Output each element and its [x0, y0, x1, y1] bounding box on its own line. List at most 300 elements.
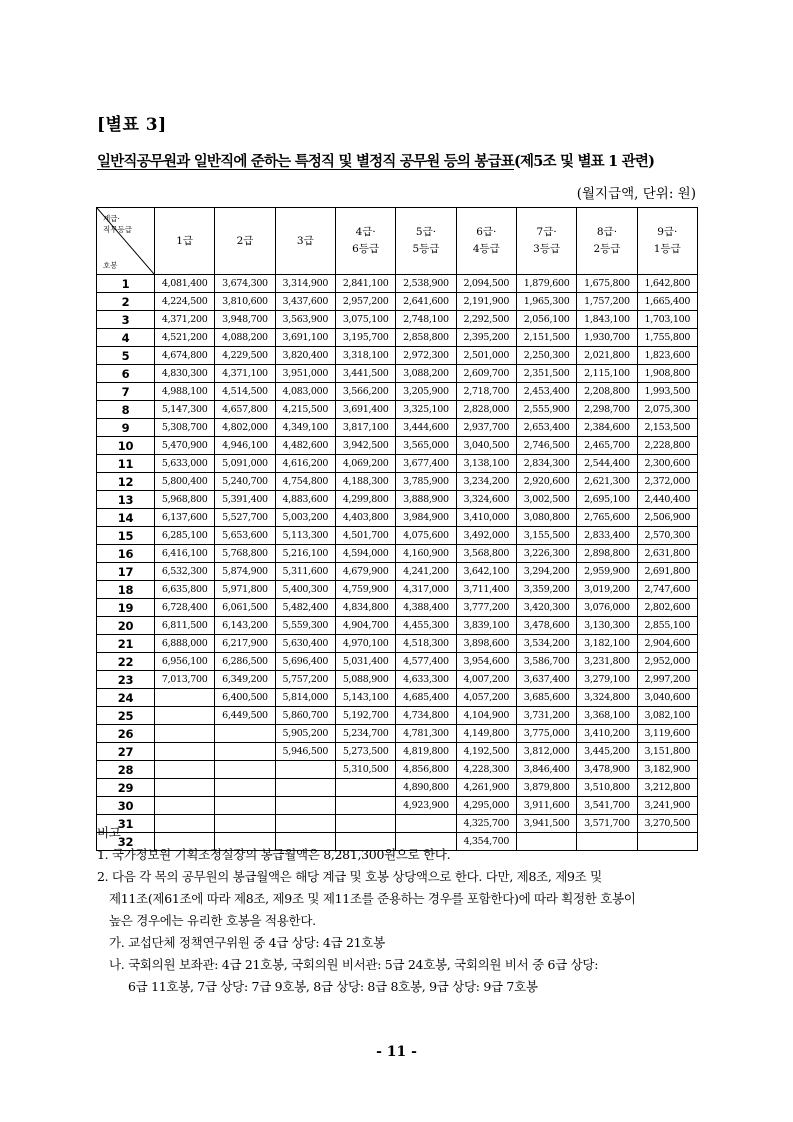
- note-item-1: 1. 국가정보원 기획조정실장의 봉급월액은 8,281,300원으로 한다.: [97, 847, 451, 862]
- salary-cell: [155, 797, 215, 815]
- salary-cell: [155, 779, 215, 797]
- salary-cell: 6,416,100: [155, 545, 215, 563]
- salary-cell: 4,188,300: [335, 473, 395, 491]
- step-cell: 4: [97, 329, 155, 347]
- salary-cell: 1,965,300: [516, 293, 576, 311]
- salary-cell: 3,410,200: [577, 725, 637, 743]
- salary-cell: 4,883,600: [275, 491, 335, 509]
- salary-cell: 2,695,100: [577, 491, 637, 509]
- step-cell: 18: [97, 581, 155, 599]
- note-item-2-line-2: 제11조(제61조에 따라 제8조, 제9조 및 제11조를 준용하는 경우를 포함한다)에 따라 획정한 호봉이: [109, 891, 636, 906]
- salary-cell: 3,155,500: [516, 527, 576, 545]
- salary-cell: 5,234,700: [335, 725, 395, 743]
- salary-cell: 4,501,700: [335, 527, 395, 545]
- salary-cell: [335, 779, 395, 797]
- salary-cell: 3,076,000: [577, 599, 637, 617]
- salary-cell: 2,747,600: [637, 581, 697, 599]
- table-row: [97, 527, 698, 545]
- grade-header: 8급· 2등급: [577, 208, 637, 275]
- salary-cell: 3,637,400: [516, 671, 576, 689]
- salary-cell: 5,470,900: [155, 437, 215, 455]
- step-cell: 11: [97, 455, 155, 473]
- salary-cell: 4,229,500: [215, 347, 275, 365]
- salary-cell: 6,061,500: [215, 599, 275, 617]
- salary-cell: 5,874,900: [215, 563, 275, 581]
- table-row: [97, 761, 698, 779]
- salary-cell: 2,855,100: [637, 617, 697, 635]
- salary-cell: 4,970,100: [335, 635, 395, 653]
- salary-cell: [155, 725, 215, 743]
- salary-cell: 2,395,200: [456, 329, 516, 347]
- salary-cell: 3,510,800: [577, 779, 637, 797]
- salary-cell: 4,403,800: [335, 509, 395, 527]
- step-cell: 28: [97, 761, 155, 779]
- step-cell: 6: [97, 365, 155, 383]
- step-cell: 32: [97, 833, 155, 851]
- salary-cell: 4,674,800: [155, 347, 215, 365]
- salary-cell: 5,968,800: [155, 491, 215, 509]
- corner-grade-label: 계급· 직무등급: [103, 214, 132, 234]
- salary-cell: 3,195,700: [335, 329, 395, 347]
- salary-cell: 3,984,900: [396, 509, 456, 527]
- table-row: [97, 707, 698, 725]
- salary-cell: 6,349,200: [215, 671, 275, 689]
- salary-cell: 4,388,400: [396, 599, 456, 617]
- salary-cell: 4,261,900: [456, 779, 516, 797]
- salary-cell: 6,137,600: [155, 509, 215, 527]
- salary-cell: 5,527,700: [215, 509, 275, 527]
- salary-cell: 4,057,200: [456, 689, 516, 707]
- salary-cell: 5,814,000: [275, 689, 335, 707]
- salary-cell: 2,937,700: [456, 419, 516, 437]
- salary-cell: 5,860,700: [275, 707, 335, 725]
- salary-cell: 2,834,300: [516, 455, 576, 473]
- grade-header: 4급· 6등급: [335, 208, 395, 275]
- table-row: [97, 635, 698, 653]
- salary-cell: 4,228,300: [456, 761, 516, 779]
- salary-cell: 4,802,000: [215, 419, 275, 437]
- salary-cell: 2,957,200: [335, 293, 395, 311]
- salary-cell: [275, 797, 335, 815]
- salary-cell: 2,021,800: [577, 347, 637, 365]
- step-cell: 10: [97, 437, 155, 455]
- salary-cell: 4,325,700: [456, 815, 516, 833]
- salary-cell: 3,951,000: [275, 365, 335, 383]
- salary-cell: 4,518,300: [396, 635, 456, 653]
- salary-cell: 1,879,600: [516, 275, 576, 293]
- salary-cell: 4,830,300: [155, 365, 215, 383]
- salary-cell: 4,224,500: [155, 293, 215, 311]
- salary-cell: 4,577,400: [396, 653, 456, 671]
- salary-cell: 4,149,800: [456, 725, 516, 743]
- salary-cell: 3,151,800: [637, 743, 697, 761]
- salary-cell: [155, 707, 215, 725]
- salary-cell: 5,091,000: [215, 455, 275, 473]
- step-cell: 19: [97, 599, 155, 617]
- salary-cell: 4,371,200: [155, 311, 215, 329]
- step-cell: 16: [97, 545, 155, 563]
- salary-cell: 4,923,900: [396, 797, 456, 815]
- salary-cell: [215, 779, 275, 797]
- table-row: [97, 329, 698, 347]
- salary-cell: 3,444,600: [396, 419, 456, 437]
- step-cell: 13: [97, 491, 155, 509]
- salary-cell: 2,506,900: [637, 509, 697, 527]
- salary-cell: 2,631,800: [637, 545, 697, 563]
- salary-cell: 3,019,200: [577, 581, 637, 599]
- salary-cell: 1,908,800: [637, 365, 697, 383]
- salary-cell: 3,040,500: [456, 437, 516, 455]
- step-cell: 3: [97, 311, 155, 329]
- salary-cell: 3,563,900: [275, 311, 335, 329]
- salary-cell: 2,746,500: [516, 437, 576, 455]
- salary-cell: [155, 689, 215, 707]
- step-cell: 5: [97, 347, 155, 365]
- step-cell: 9: [97, 419, 155, 437]
- pay-table-body: [97, 275, 698, 851]
- salary-cell: 5,559,300: [275, 617, 335, 635]
- step-cell: 17: [97, 563, 155, 581]
- salary-cell: 5,113,300: [275, 527, 335, 545]
- salary-cell: 3,711,400: [456, 581, 516, 599]
- salary-cell: 2,292,500: [456, 311, 516, 329]
- step-cell: 7: [97, 383, 155, 401]
- salary-cell: 3,205,900: [396, 383, 456, 401]
- salary-cell: 2,555,900: [516, 401, 576, 419]
- salary-cell: 4,317,000: [396, 581, 456, 599]
- salary-cell: 5,273,500: [335, 743, 395, 761]
- table-title-main: 일반직공무원과 일반직에 준하는 특정직 및 별정직 공무원 등의 봉급표: [97, 153, 514, 170]
- salary-cell: 4,088,200: [215, 329, 275, 347]
- salary-cell: 5,905,200: [275, 725, 335, 743]
- salary-cell: 3,691,400: [335, 401, 395, 419]
- salary-cell: 7,013,700: [155, 671, 215, 689]
- grade-header: 6급· 4등급: [456, 208, 516, 275]
- table-row: [97, 365, 698, 383]
- salary-cell: 3,324,600: [456, 491, 516, 509]
- salary-cell: 2,828,000: [456, 401, 516, 419]
- salary-cell: 3,088,200: [396, 365, 456, 383]
- salary-cell: 3,478,600: [516, 617, 576, 635]
- salary-cell: 3,130,300: [577, 617, 637, 635]
- salary-cell: 2,904,600: [637, 635, 697, 653]
- salary-cell: 3,785,900: [396, 473, 456, 491]
- salary-cell: 6,956,100: [155, 653, 215, 671]
- salary-cell: 3,368,100: [577, 707, 637, 725]
- table-row: [97, 473, 698, 491]
- salary-cell: 6,811,500: [155, 617, 215, 635]
- header-row: [97, 208, 698, 275]
- salary-cell: 5,031,400: [335, 653, 395, 671]
- salary-cell: 5,240,700: [215, 473, 275, 491]
- table-row: [97, 797, 698, 815]
- step-cell: 24: [97, 689, 155, 707]
- step-cell: 12: [97, 473, 155, 491]
- salary-cell: 2,544,400: [577, 455, 637, 473]
- unit-note: (월지급액, 단위: 원): [576, 186, 696, 202]
- salary-cell: 3,075,100: [335, 311, 395, 329]
- salary-cell: 5,216,100: [275, 545, 335, 563]
- salary-cell: 3,294,200: [516, 563, 576, 581]
- salary-cell: 5,482,400: [275, 599, 335, 617]
- salary-cell: 2,765,600: [577, 509, 637, 527]
- table-row: [97, 617, 698, 635]
- salary-cell: 3,812,000: [516, 743, 576, 761]
- salary-cell: 1,930,700: [577, 329, 637, 347]
- salary-cell: 2,094,500: [456, 275, 516, 293]
- salary-cell: 5,946,500: [275, 743, 335, 761]
- salary-cell: 2,653,400: [516, 419, 576, 437]
- table-row: [97, 545, 698, 563]
- salary-cell: 2,501,000: [456, 347, 516, 365]
- step-cell: 30: [97, 797, 155, 815]
- salary-cell: 2,972,300: [396, 347, 456, 365]
- salary-cell: 3,879,800: [516, 779, 576, 797]
- salary-cell: 2,959,900: [577, 563, 637, 581]
- salary-cell: 3,270,500: [637, 815, 697, 833]
- salary-cell: 2,351,500: [516, 365, 576, 383]
- salary-cell: [275, 779, 335, 797]
- salary-cell: 4,160,900: [396, 545, 456, 563]
- salary-cell: 4,679,900: [335, 563, 395, 581]
- salary-cell: 3,445,200: [577, 743, 637, 761]
- step-cell: 20: [97, 617, 155, 635]
- salary-cell: 4,834,800: [335, 599, 395, 617]
- table-row: [97, 563, 698, 581]
- salary-cell: 5,696,400: [275, 653, 335, 671]
- salary-cell: 4,856,800: [396, 761, 456, 779]
- salary-cell: 2,641,600: [396, 293, 456, 311]
- salary-cell: 3,325,100: [396, 401, 456, 419]
- grade-header: 2급: [215, 208, 275, 275]
- salary-cell: 2,372,000: [637, 473, 697, 491]
- salary-cell: 5,630,400: [275, 635, 335, 653]
- salary-cell: 3,777,200: [456, 599, 516, 617]
- grade-header: 5급· 5등급: [396, 208, 456, 275]
- salary-cell: 3,441,500: [335, 365, 395, 383]
- salary-cell: 2,228,800: [637, 437, 697, 455]
- salary-cell: 3,642,100: [456, 563, 516, 581]
- notes-section: [97, 822, 697, 998]
- salary-cell: 5,757,200: [275, 671, 335, 689]
- salary-cell: 2,997,200: [637, 671, 697, 689]
- table-row: [97, 293, 698, 311]
- step-cell: 2: [97, 293, 155, 311]
- salary-cell: 4,819,800: [396, 743, 456, 761]
- salary-cell: 4,354,700: [456, 833, 516, 851]
- note-item-2a: 가. 교섭단체 정책연구위원 중 4급 상당: 4급 21호봉: [109, 935, 385, 950]
- salary-cell: 3,318,100: [335, 347, 395, 365]
- salary-cell: 1,642,800: [637, 275, 697, 293]
- salary-cell: 3,586,700: [516, 653, 576, 671]
- note-item-2-line-3: 높은 경우에는 유리한 호봉을 적용한다.: [109, 913, 316, 928]
- salary-cell: 3,888,900: [396, 491, 456, 509]
- salary-cell: [275, 761, 335, 779]
- salary-cell: 2,153,500: [637, 419, 697, 437]
- salary-cell: 5,391,400: [215, 491, 275, 509]
- salary-cell: 4,215,500: [275, 401, 335, 419]
- salary-cell: 2,300,600: [637, 455, 697, 473]
- table-row: [97, 581, 698, 599]
- salary-cell: 5,400,300: [275, 581, 335, 599]
- salary-cell: 4,069,200: [335, 455, 395, 473]
- salary-cell: 5,147,300: [155, 401, 215, 419]
- salary-cell: 4,754,800: [275, 473, 335, 491]
- salary-cell: 6,217,900: [215, 635, 275, 653]
- salary-cell: 2,115,100: [577, 365, 637, 383]
- page-number: - 11 -: [376, 1044, 417, 1060]
- salary-cell: 3,410,000: [456, 509, 516, 527]
- salary-cell: 3,226,300: [516, 545, 576, 563]
- step-cell: 22: [97, 653, 155, 671]
- salary-cell: 3,119,600: [637, 725, 697, 743]
- salary-cell: 3,478,900: [577, 761, 637, 779]
- salary-cell: 4,946,100: [215, 437, 275, 455]
- salary-cell: 5,143,100: [335, 689, 395, 707]
- salary-cell: 3,817,100: [335, 419, 395, 437]
- salary-cell: 2,440,400: [637, 491, 697, 509]
- salary-cell: 3,775,000: [516, 725, 576, 743]
- salary-cell: 2,453,400: [516, 383, 576, 401]
- salary-cell: 1,823,600: [637, 347, 697, 365]
- salary-cell: 2,075,300: [637, 401, 697, 419]
- table-row: [97, 419, 698, 437]
- salary-cell: 5,800,400: [155, 473, 215, 491]
- salary-cell: 4,594,000: [335, 545, 395, 563]
- salary-cell: 3,534,200: [516, 635, 576, 653]
- salary-cell: 4,241,200: [396, 563, 456, 581]
- step-cell: 25: [97, 707, 155, 725]
- grade-header: 3급: [275, 208, 335, 275]
- salary-cell: 4,734,800: [396, 707, 456, 725]
- corner-header-cell: [97, 208, 155, 275]
- salary-cell: 1,757,200: [577, 293, 637, 311]
- appendix-label: [별표 3]: [97, 115, 167, 135]
- step-cell: 27: [97, 743, 155, 761]
- salary-cell: 3,954,600: [456, 653, 516, 671]
- salary-cell: 6,449,500: [215, 707, 275, 725]
- salary-cell: 5,308,700: [155, 419, 215, 437]
- salary-cell: 4,482,600: [275, 437, 335, 455]
- salary-cell: 4,075,600: [396, 527, 456, 545]
- step-cell: 23: [97, 671, 155, 689]
- salary-cell: 2,208,800: [577, 383, 637, 401]
- salary-cell: 3,314,900: [275, 275, 335, 293]
- step-cell: 31: [97, 815, 155, 833]
- salary-cell: 1,665,400: [637, 293, 697, 311]
- salary-cell: 6,888,000: [155, 635, 215, 653]
- salary-cell: 4,007,200: [456, 671, 516, 689]
- table-row: [97, 779, 698, 797]
- salary-cell: 3,820,400: [275, 347, 335, 365]
- table-title-ref: (제5조 및 별표 1 관련): [514, 153, 655, 170]
- salary-cell: 6,728,400: [155, 599, 215, 617]
- table-row: [97, 509, 698, 527]
- table-row: [97, 653, 698, 671]
- salary-cell: 3,568,800: [456, 545, 516, 563]
- salary-cell: 4,192,500: [456, 743, 516, 761]
- salary-cell: 4,904,700: [335, 617, 395, 635]
- salary-cell: 5,192,700: [335, 707, 395, 725]
- salary-cell: 3,138,100: [456, 455, 516, 473]
- salary-cell: 4,371,100: [215, 365, 275, 383]
- table-row: [97, 689, 698, 707]
- salary-cell: 5,768,800: [215, 545, 275, 563]
- salary-cell: 6,286,500: [215, 653, 275, 671]
- table-row: [97, 347, 698, 365]
- salary-cell: [335, 797, 395, 815]
- table-row: [97, 725, 698, 743]
- salary-cell: 2,833,400: [577, 527, 637, 545]
- salary-cell: [215, 797, 275, 815]
- salary-cell: 6,143,200: [215, 617, 275, 635]
- salary-cell: 2,151,500: [516, 329, 576, 347]
- salary-cell: 3,731,200: [516, 707, 576, 725]
- salary-cell: 4,685,400: [396, 689, 456, 707]
- salary-cell: 2,191,900: [456, 293, 516, 311]
- salary-cell: 3,846,400: [516, 761, 576, 779]
- salary-cell: 2,570,300: [637, 527, 697, 545]
- salary-cell: 2,748,100: [396, 311, 456, 329]
- table-row: [97, 311, 698, 329]
- salary-cell: [155, 743, 215, 761]
- salary-cell: 2,802,600: [637, 599, 697, 617]
- step-cell: 8: [97, 401, 155, 419]
- step-cell: 1: [97, 275, 155, 293]
- salary-cell: 3,677,400: [396, 455, 456, 473]
- salary-cell: 1,993,500: [637, 383, 697, 401]
- salary-cell: 2,056,100: [516, 311, 576, 329]
- salary-cell: 3,241,900: [637, 797, 697, 815]
- salary-cell: 1,703,100: [637, 311, 697, 329]
- salary-cell: 3,911,600: [516, 797, 576, 815]
- salary-cell: 5,088,900: [335, 671, 395, 689]
- salary-cell: 3,234,200: [456, 473, 516, 491]
- note-item-2-line-1: 2. 다음 각 목의 공무원의 봉급월액은 해당 계급 및 호봉 상당액으로 한다. 다만, 제8조, 제9조 및: [97, 869, 602, 884]
- salary-cell: 4,455,300: [396, 617, 456, 635]
- salary-cell: 3,082,100: [637, 707, 697, 725]
- step-cell: 14: [97, 509, 155, 527]
- table-row: [97, 455, 698, 473]
- salary-cell: 6,532,300: [155, 563, 215, 581]
- salary-cell: 3,948,700: [215, 311, 275, 329]
- step-cell: 21: [97, 635, 155, 653]
- salary-cell: 3,565,000: [396, 437, 456, 455]
- salary-cell: 2,691,800: [637, 563, 697, 581]
- salary-cell: 5,310,500: [335, 761, 395, 779]
- notes-heading: 비고: [97, 825, 121, 840]
- salary-cell: 3,359,200: [516, 581, 576, 599]
- salary-cell: 5,311,600: [275, 563, 335, 581]
- salary-cell: 4,295,000: [456, 797, 516, 815]
- salary-cell: [215, 761, 275, 779]
- salary-cell: 2,384,600: [577, 419, 637, 437]
- grade-header: 1급: [155, 208, 215, 275]
- salary-cell: 2,538,900: [396, 275, 456, 293]
- table-row: [97, 401, 698, 419]
- salary-cell: 6,400,500: [215, 689, 275, 707]
- salary-cell: 5,971,800: [215, 581, 275, 599]
- salary-cell: 4,083,000: [275, 383, 335, 401]
- salary-cell: 4,657,800: [215, 401, 275, 419]
- salary-cell: 4,633,300: [396, 671, 456, 689]
- salary-cell: 3,571,700: [577, 815, 637, 833]
- salary-cell: [155, 761, 215, 779]
- salary-cell: 5,653,600: [215, 527, 275, 545]
- salary-cell: 6,285,100: [155, 527, 215, 545]
- salary-cell: 5,003,200: [275, 509, 335, 527]
- salary-cell: 3,231,800: [577, 653, 637, 671]
